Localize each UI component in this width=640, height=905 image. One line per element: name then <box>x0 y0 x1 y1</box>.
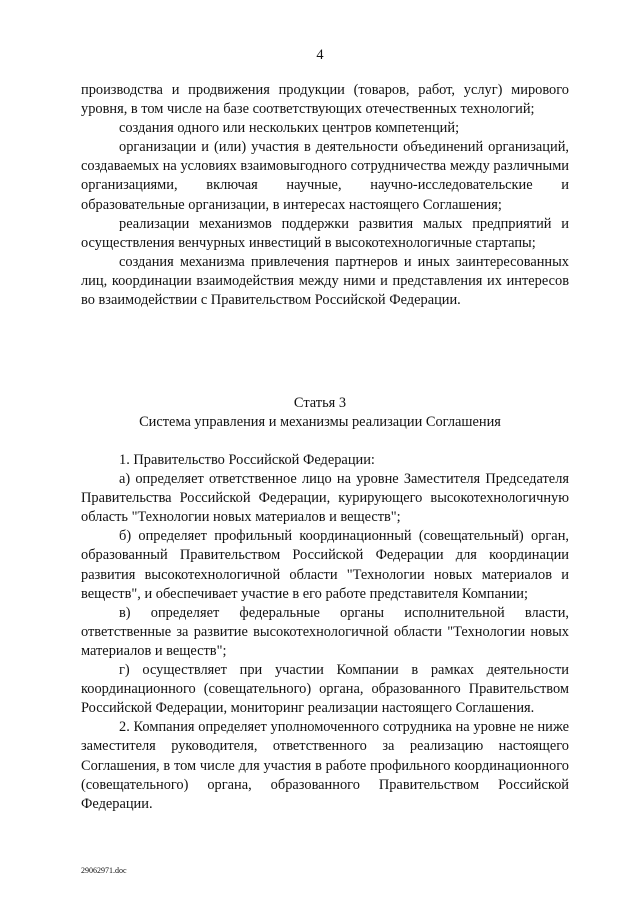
article-number: Статья 3 <box>293 395 347 411</box>
paragraph: организации и (или) участия в деятельности объединений организаций, создаваемых на условиях взаимовыгодного сотрудничества между различными организациями, включая научные, научно-исследовательские и образовательные организации, в интересах настоящего Соглашения; <box>81 139 569 213</box>
paragraph: создания механизма привлечения партнеров и иных заинтересованных лиц, координации взаимодействия между ними и представления их интересов во взаимодействии с Правительством Российской Федерации. <box>81 253 569 309</box>
paragraph: а) определяет ответственное лицо на уровне Заместителя Председателя Правительства Российской Федерации, курирующего высокотехнологичную область "Технологии новых материалов и веществ"; <box>81 471 569 526</box>
paragraph: в) определяет федеральные органы исполнительной власти, ответственные за развитие высокотехнологичной области "Технологии новых материалов и веществ"; <box>81 604 569 659</box>
footer-filename: 29062971.doc <box>81 866 127 875</box>
paragraph: б) определяет профильный координационный (совещательный) орган, образованный Правительством Российской Федерации для координации развития высокотехнологичной области "Технологии новых материалов и веществ", и обеспечивает участие в его работе представителя Компании; <box>81 528 569 602</box>
page-number: 4 <box>316 47 324 63</box>
paragraph: создания одного или нескольких центров компетенций; <box>119 120 460 137</box>
article-title: Система управления и механизмы реализации Соглашения <box>139 414 501 430</box>
body-text-top <box>81 81 569 310</box>
body-text-bottom <box>81 451 569 814</box>
paragraph: г) осуществляет при участии Компании в рамках деятельности координационного (совещательного) органа, образованного Правительством Российской Федерации, мониторинг реализации настоящего Соглашения. <box>81 662 569 717</box>
paragraph: реализации механизмов поддержки развития малых предприятий и осуществления венчурных инвестиций в высокотехнологичные стартапы; <box>81 215 569 251</box>
paragraph: производства и продвижения продукции (товаров, работ, услуг) мирового уровня, в том числе на базе соответствующих отечественных технологий; <box>81 82 569 118</box>
paragraph: 2. Компания определяет уполномоченного сотрудника на уровне не ниже заместителя руководителя, ответственного за реализацию настоящего Соглашения, в том числе для участия в работе профильного координационного (совещательного) органа, образованного Правительством Российской Федерации. <box>81 719 569 812</box>
paragraph: 1. Правительство Российской Федерации: <box>119 452 375 468</box>
